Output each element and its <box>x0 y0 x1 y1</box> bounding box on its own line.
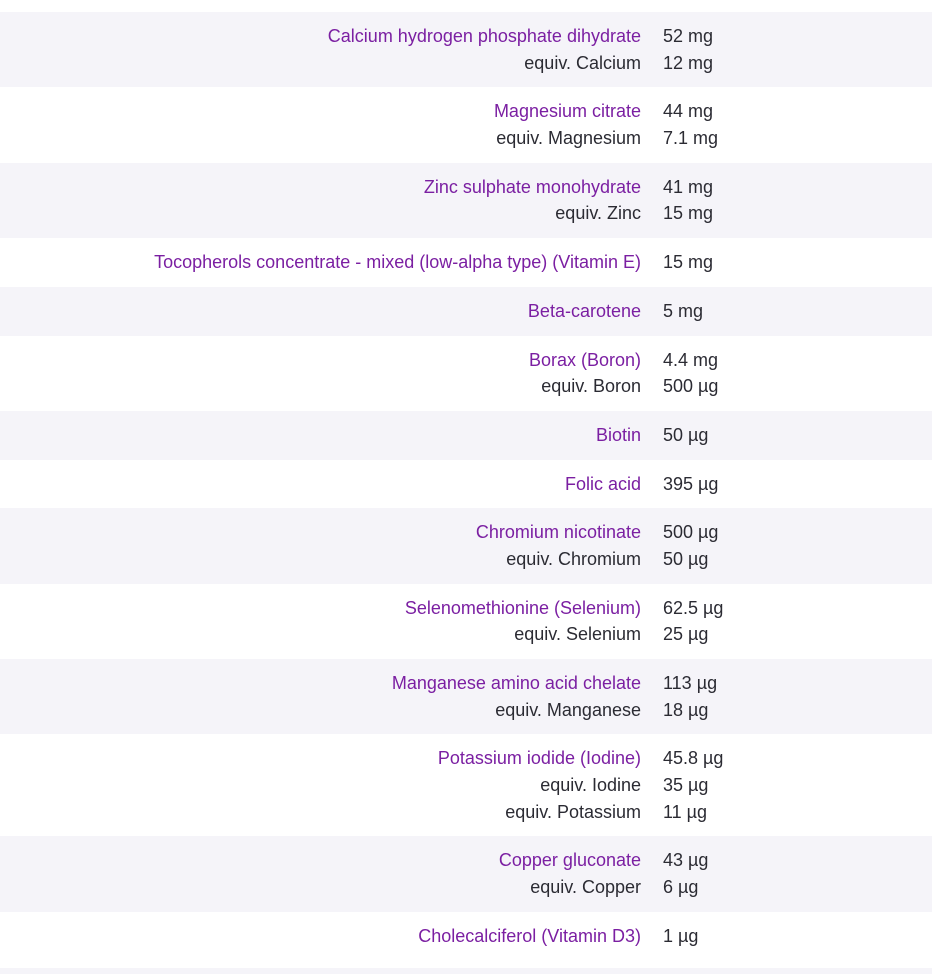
ingredient-amounts <box>663 249 713 276</box>
ingredient-amount: 45.8 µg <box>663 748 724 769</box>
ingredient-amount: 500 µg <box>663 522 719 543</box>
ingredient-name: Manganese amino acid chelate <box>391 673 641 693</box>
equivalent-amount: 15 mg <box>663 203 714 224</box>
ingredient-names <box>0 249 641 276</box>
ingredient-name: Chromium nicotinate <box>475 522 641 543</box>
equivalent-amount: 25 µg <box>663 624 709 645</box>
ingredient-name: Calcium hydrogen phosphate dihydrate <box>327 26 641 46</box>
ingredient-name: Biotin <box>595 424 641 445</box>
ingredient-amount: 113 µg <box>663 673 718 693</box>
ingredient-name: Borax (Boron) <box>528 349 641 370</box>
equivalent-label: equiv. Boron <box>541 376 641 397</box>
ingredient-amounts <box>663 745 723 825</box>
ingredient-amount: 50 µg <box>663 424 709 445</box>
table-row <box>0 659 932 734</box>
ingredient-names <box>0 923 641 950</box>
table-row <box>0 411 932 460</box>
table-row <box>0 238 932 287</box>
ingredient-name: Zinc sulphate monohydrate <box>423 176 641 197</box>
ingredient-name: Beta-carotene <box>527 300 641 321</box>
equivalent-label: equiv. Magnesium <box>496 128 641 149</box>
ingredient-name: Copper gluconate <box>498 850 641 871</box>
ingredient-name: Potassium iodide (Iodine) <box>437 748 641 769</box>
ingredient-amounts <box>663 670 717 723</box>
equivalent-label: equiv. Iodine <box>540 775 641 796</box>
ingredient-names <box>0 847 641 900</box>
table-row <box>0 12 932 87</box>
ingredient-amounts <box>663 595 723 648</box>
ingredient-amounts <box>663 847 708 900</box>
ingredient-names <box>0 670 641 723</box>
ingredient-amounts <box>663 519 718 572</box>
table-row <box>0 584 932 659</box>
ingredient-names <box>0 519 641 572</box>
ingredient-name: Folic acid <box>564 473 641 494</box>
ingredient-amount: 62.5 µg <box>663 597 724 618</box>
equivalent-label: equiv. Selenium <box>514 624 641 645</box>
equivalent-label: equiv. Chromium <box>506 548 641 569</box>
equivalent-amount: 500 µg <box>663 376 719 397</box>
ingredient-amount: 1 µg <box>663 925 699 946</box>
equivalent-amount: 12 mg <box>663 52 714 73</box>
ingredient-names <box>0 23 641 76</box>
ingredient-amounts <box>663 98 718 151</box>
equivalent-amount: 6 µg <box>663 877 699 898</box>
table-row <box>0 87 932 162</box>
equivalent-amount: 7.1 mg <box>663 128 719 149</box>
ingredient-amount: 43 µg <box>663 850 709 871</box>
table-row <box>0 508 932 583</box>
ingredient-amount: 41 mg <box>663 176 714 197</box>
ingredient-names <box>0 595 641 648</box>
ingredient-name: Cholecalciferol (Vitamin D3) <box>418 925 641 946</box>
table-bottom-band <box>0 968 932 974</box>
ingredient-amounts <box>663 471 718 498</box>
ingredient-names <box>0 174 641 227</box>
ingredient-amounts <box>663 174 713 227</box>
ingredient-amount: 15 mg <box>663 252 714 273</box>
table-row <box>0 287 932 336</box>
ingredient-name: Magnesium citrate <box>493 101 641 122</box>
ingredient-names <box>0 98 641 151</box>
equivalent-label: equiv. Calcium <box>524 52 641 73</box>
ingredient-amount: 5 mg <box>663 300 704 321</box>
ingredient-name: Selenomethionine (Selenium) <box>404 597 641 618</box>
ingredient-amounts <box>663 298 703 325</box>
ingredients-table <box>0 12 932 961</box>
equivalent-label: equiv. Manganese <box>495 699 641 720</box>
equivalent-label: equiv. Potassium <box>505 801 641 822</box>
ingredient-names <box>0 745 641 825</box>
ingredient-name: Tocopherols concentrate - mixed (low-alpha type) (Vitamin E) <box>154 252 641 273</box>
ingredient-amounts <box>663 923 698 950</box>
equivalent-amount: 18 µg <box>663 699 709 720</box>
equivalent-amount: 50 µg <box>663 548 709 569</box>
table-row <box>0 460 932 509</box>
ingredient-names <box>0 298 641 325</box>
ingredient-names <box>0 422 641 449</box>
ingredient-amounts <box>663 23 713 76</box>
ingredient-amount: 4.4 mg <box>663 349 719 370</box>
equivalent-amount: 35 µg <box>663 775 709 796</box>
equivalent-amount: 11 µg <box>663 801 708 822</box>
ingredient-names <box>0 347 641 400</box>
ingredient-names <box>0 471 641 498</box>
ingredient-amount: 395 µg <box>663 473 719 494</box>
ingredient-amounts <box>663 347 718 400</box>
table-row <box>0 912 932 961</box>
table-row <box>0 336 932 411</box>
ingredient-amounts <box>663 422 708 449</box>
equivalent-label: equiv. Copper <box>530 877 641 898</box>
table-row <box>0 163 932 238</box>
table-row <box>0 836 932 911</box>
table-row <box>0 734 932 836</box>
equivalent-label: equiv. Zinc <box>555 203 641 224</box>
ingredient-amount: 44 mg <box>663 101 714 122</box>
ingredient-amount: 52 mg <box>663 26 714 46</box>
